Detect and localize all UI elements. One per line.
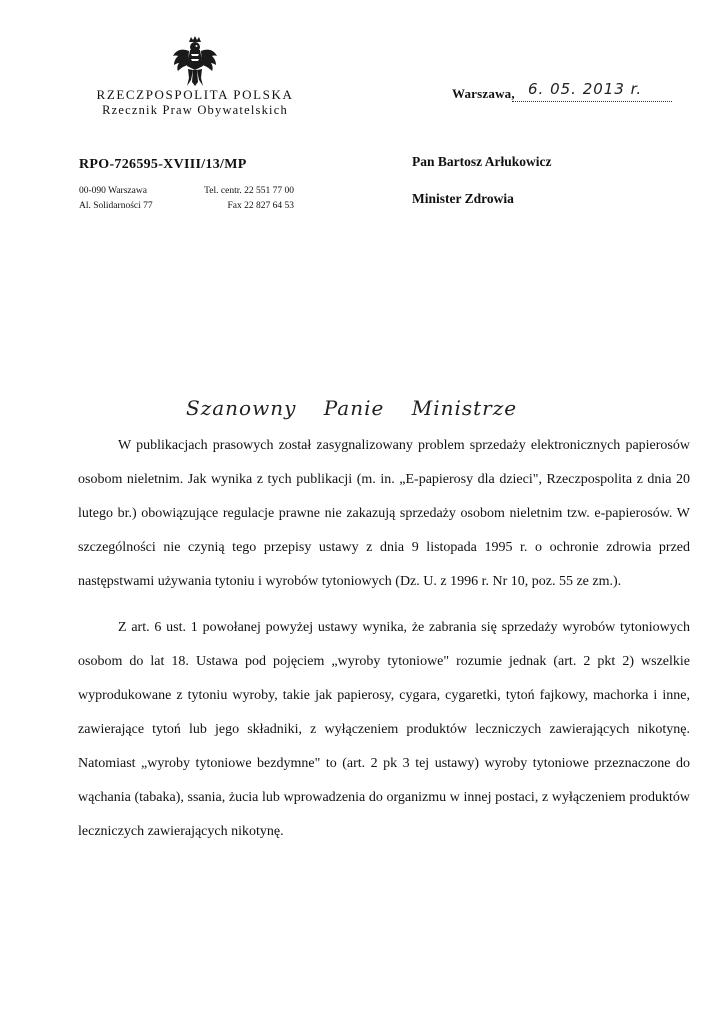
place-and-date — [452, 80, 682, 106]
sender-address — [79, 186, 153, 216]
institution-subtitle: Rzecznik Praw Obywatelskich — [102, 103, 288, 117]
fax-number: Fax 22 827 64 53 — [227, 201, 294, 211]
case-reference: RPO-726595-XVIII/13/MP — [79, 157, 247, 172]
letter-body — [78, 429, 690, 849]
address-line: 00-090 Warszawa — [79, 186, 147, 196]
handwritten-date: 6. 05. 2013 r. — [528, 80, 643, 98]
sender-contact — [196, 186, 294, 216]
polish-eagle-emblem — [172, 36, 218, 88]
recipient-name: Pan Bartosz Arłukowicz — [412, 154, 552, 169]
phone-number: Tel. centr. 22 551 77 00 — [204, 186, 294, 196]
city-label: Warszawa, — [452, 86, 515, 101]
body-paragraph: W publikacjach prasowych został zasygnalizowany problem sprzedaży elektronicznych papierosów osobom nieletnim. Jak wynika z tych publikacji (m. in. „E-papierosy dla dzieci", Rzeczpospolita z dnia 20 lutego br.) obowiązujące regulacje prawne nie zakazują sprzedaży osobom nieletnim tzw. e-papierosów. W szczególności nie czynią tego przepisy ustawy z dnia 9 listopada 1995 r. o ochronie zdrowia przed następstwami używania tytoniu i wyrobów tytoniowych (Dz. U. z 1996 r. Nr 10, poz. 55 ze zm.). — [78, 438, 690, 589]
recipient-title: Minister Zdrowia — [412, 191, 514, 206]
date-dotted-line — [512, 101, 672, 102]
salutation-word: Ministrze — [411, 396, 518, 420]
salutation-word: Szanowny — [186, 396, 297, 420]
salutation-word: Panie — [323, 396, 385, 420]
address-line: Al. Solidarności 77 — [79, 201, 153, 211]
body-paragraph: Z art. 6 ust. 1 powołanej powyżej ustawy wynika, że zabrania się sprzedaży wyrobów tytoniowych osobom do lat 18. Ustawa pod pojęciem „wyroby tytoniowe" rozumie jednak (art. 2 pkt 2) wszelkie wyprodukowane z tytoniu wyroby, takie jak papierosy, cygara, cygaretki, tytoń fajkowy, machorka i inne, zawierające tytoń lub jego składniki, z wyłączeniem produktów leczniczych zawierających nikotynę. Natomiast „wyroby tytoniowe bezdymne" to (art. 2 pk 3 tej ustawy) wyroby tytoniowe przeznaczone do wąchania (tabaka), ssania, żucia lub wprowadzenia do organizmu w innej postaci, z wyłączeniem produktów leczniczych zawierających nikotynę. — [78, 620, 690, 839]
institution-name: RZECZPOSPOLITA POLSKA — [96, 87, 294, 102]
handwritten-salutation — [186, 396, 537, 420]
